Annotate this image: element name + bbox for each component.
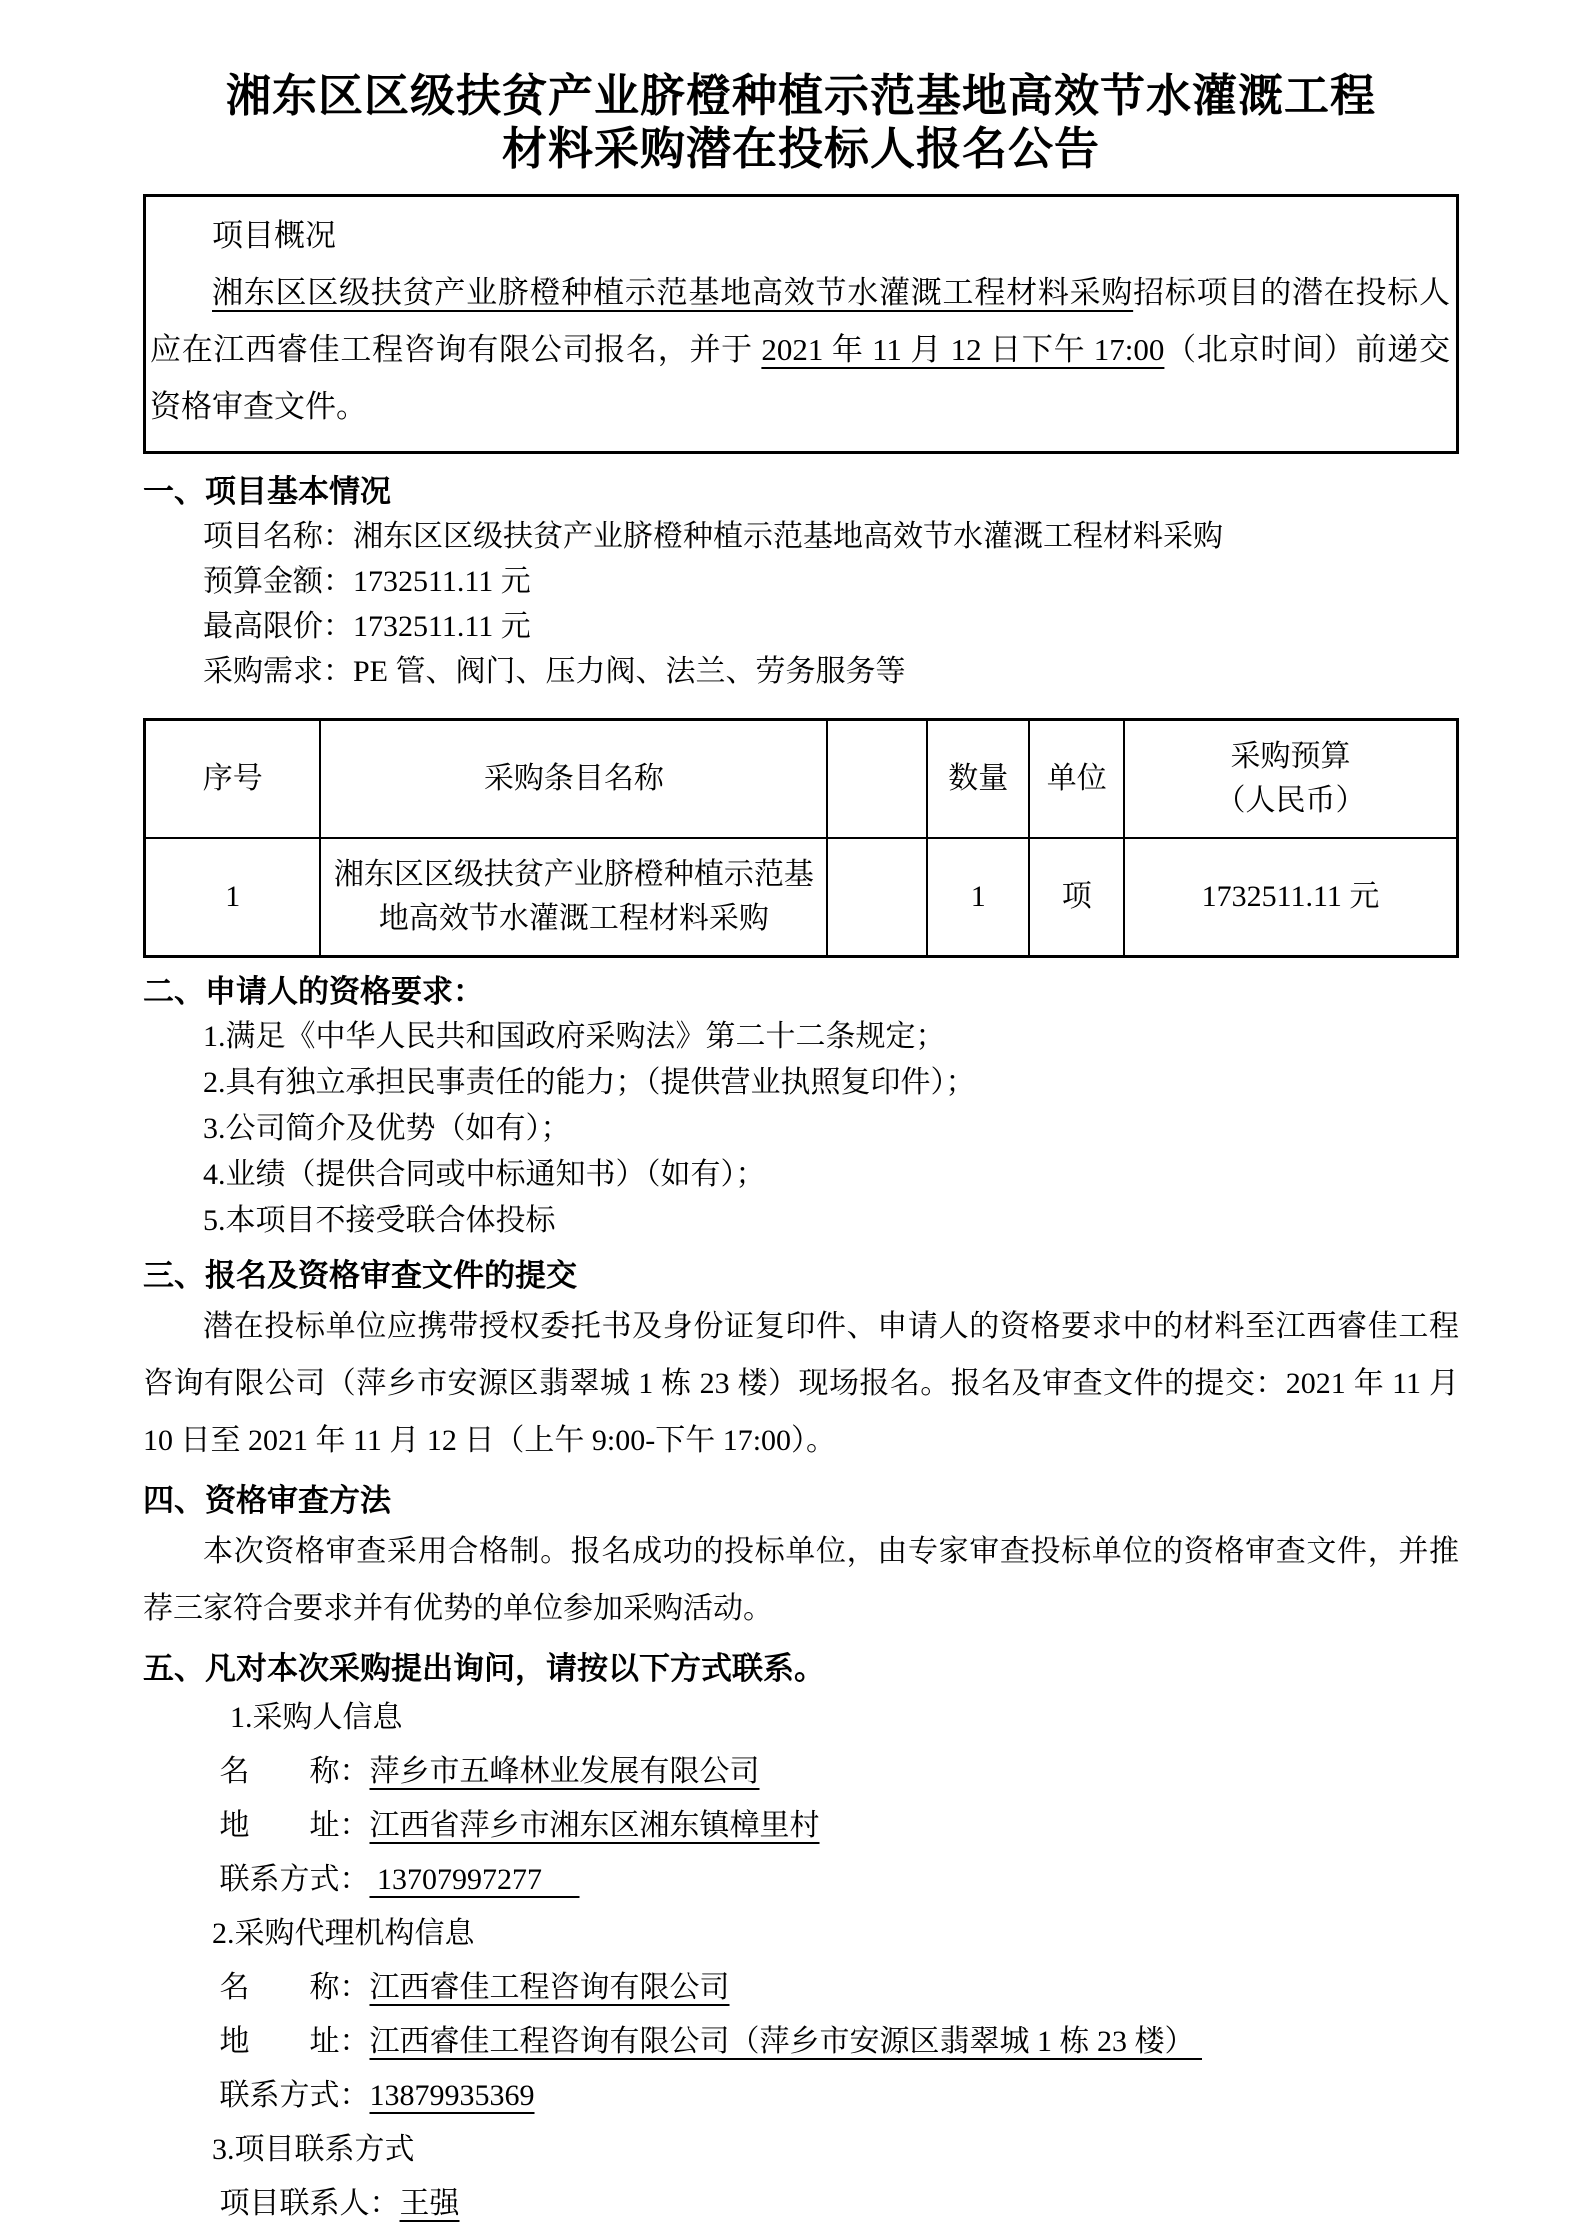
project-contact-title: 3.项目联系方式 [212, 2133, 415, 2167]
agency-phone-value: 13879935369 [369, 2079, 535, 2113]
agency-info-title: 2.采购代理机构信息 [212, 1917, 475, 1951]
section-2-heading: 二、申请人的资格要求： [143, 974, 484, 1010]
purchaser-address-label: 地 址： [219, 1809, 370, 1843]
requirement-item-1: 1.满足《中华人民共和国政府采购法》第二十二条规定； [203, 1020, 946, 1054]
agency-name-line [212, 1961, 1459, 2015]
purchaser-name-line [220, 1745, 1460, 1799]
submission-paragraph: 潜在投标单位应携带授权委托书及身份证复印件、申请人的资格要求中的材料至江西睿佳工程咨询有限公司（萍乡市安源区翡翠城 1 栋 23 楼）现场报名。报名及审查文件的提交：2021 年 11 月 10 日至 2021 年 11 月 12 日（上午 9:00-下午 17:00）。 [143, 1310, 1459, 1458]
agency-address-label: 地 址： [219, 2025, 370, 2059]
max-price-line: 最高限价：1732511.11 元 [203, 610, 531, 644]
overview-paragraph: 湘东区区级扶贫产业脐橙种植示范基地高效节水灌溉工程材料采购招标项目的潜在投标人应在江西睿佳工程咨询有限公司报名，并于 2021 年 11 月 12 日下午 17:00（北京时间）前递交资格审查文件。 [150, 275, 1451, 425]
purchaser-phone-value: 13707997277 [369, 1863, 580, 1897]
project-name-line: 项目名称：湘东区区级扶贫产业脐橙种植示范基地高效节水灌溉工程材料采购 [203, 520, 1223, 554]
project-contact-label: 项目联系人： [219, 2187, 400, 2221]
section-5-heading: 五、凡对本次采购提出询问，请按以下方式联系。 [143, 1651, 825, 1687]
cell-budget: 1732511.11 元 [1124, 838, 1458, 957]
header-unit: 单位 [1029, 720, 1124, 839]
agency-info-block [212, 1907, 1459, 2123]
budget-amount-line: 预算金额：1732511.11 元 [203, 565, 531, 599]
requirement-item-2: 2.具有独立承担民事责任的能力；（提供营业执照复印件）； [203, 1066, 976, 1100]
section-4-heading: 四、资格审查方法 [143, 1483, 391, 1519]
agency-address-value: 江西睿佳工程咨询有限公司（萍乡市安源区翡翠城 1 栋 23 楼） [369, 2025, 1202, 2059]
header-budget-line1: 采购预算 [1230, 740, 1351, 774]
review-method-paragraph: 本次资格审查采用合格制。报名成功的投标单位，由专家审查投标单位的资格审查文件，并推荐三家符合要求并有优势的单位参加采购活动。 [143, 1535, 1459, 1626]
purchaser-address-line [220, 1799, 1460, 1853]
header-seq: 序号 [145, 720, 321, 839]
agency-name-label: 名 称： [219, 1971, 370, 2005]
cell-blank [827, 838, 927, 957]
header-blank [827, 720, 927, 839]
section-1-heading: 一、项目基本情况 [143, 474, 391, 510]
table-row [145, 838, 1458, 957]
document-title [143, 70, 1459, 176]
purchaser-phone-line [220, 1853, 1460, 1907]
project-overview-box [143, 194, 1459, 454]
project-contact-block [212, 2123, 1459, 2231]
project-contact-line [212, 2177, 1459, 2231]
purchaser-info-block [220, 1691, 1460, 1907]
procurement-demand-line: 采购需求：PE 管、阀门、压力阀、法兰、劳务服务等 [203, 655, 906, 689]
agency-name-value: 江西睿佳工程咨询有限公司 [369, 1971, 730, 2005]
purchaser-phone-label: 联系方式： [219, 1863, 370, 1897]
purchaser-name-value: 萍乡市五峰林业发展有限公司 [369, 1755, 760, 1789]
header-budget [1124, 720, 1458, 839]
requirement-item-4: 4.业绩（提供合同或中标通知书）（如有）； [203, 1158, 766, 1192]
section-3-heading: 三、报名及资格审查文件的提交 [143, 1258, 577, 1294]
header-quantity: 数量 [927, 720, 1029, 839]
purchaser-address-value: 江西省萍乡市湘东区湘东镇樟里村 [369, 1809, 820, 1843]
procurement-items-table [143, 718, 1459, 958]
agency-address-line [212, 2015, 1459, 2069]
project-contact-value: 王强 [399, 2187, 460, 2221]
document-title-line2: 材料采购潜在投标人报名公告 [501, 124, 1100, 175]
purchaser-name-label: 名 称： [219, 1755, 370, 1789]
purchaser-info-title: 1.采购人信息 [230, 1701, 403, 1735]
table-header-row [145, 720, 1458, 839]
agency-phone-label: 联系方式： [219, 2079, 370, 2113]
overview-heading: 项目概况 [212, 218, 336, 254]
cell-item-name: 湘东区区级扶贫产业脐橙种植示范基地高效节水灌溉工程材料采购 [320, 838, 827, 957]
requirement-item-3: 3.公司简介及优势（如有）； [203, 1112, 571, 1146]
cell-seq: 1 [145, 838, 321, 957]
header-item-name: 采购条目名称 [320, 720, 827, 839]
requirement-item-5: 5.本项目不接受联合体投标 [203, 1204, 556, 1238]
cell-quantity: 1 [927, 838, 1029, 957]
cell-unit: 项 [1029, 838, 1124, 957]
document-title-line1: 湘东区区级扶贫产业脐橙种植示范基地高效节水灌溉工程 [225, 71, 1376, 121]
agency-phone-line [212, 2069, 1459, 2123]
header-budget-line2: （人民币） [1215, 784, 1366, 818]
